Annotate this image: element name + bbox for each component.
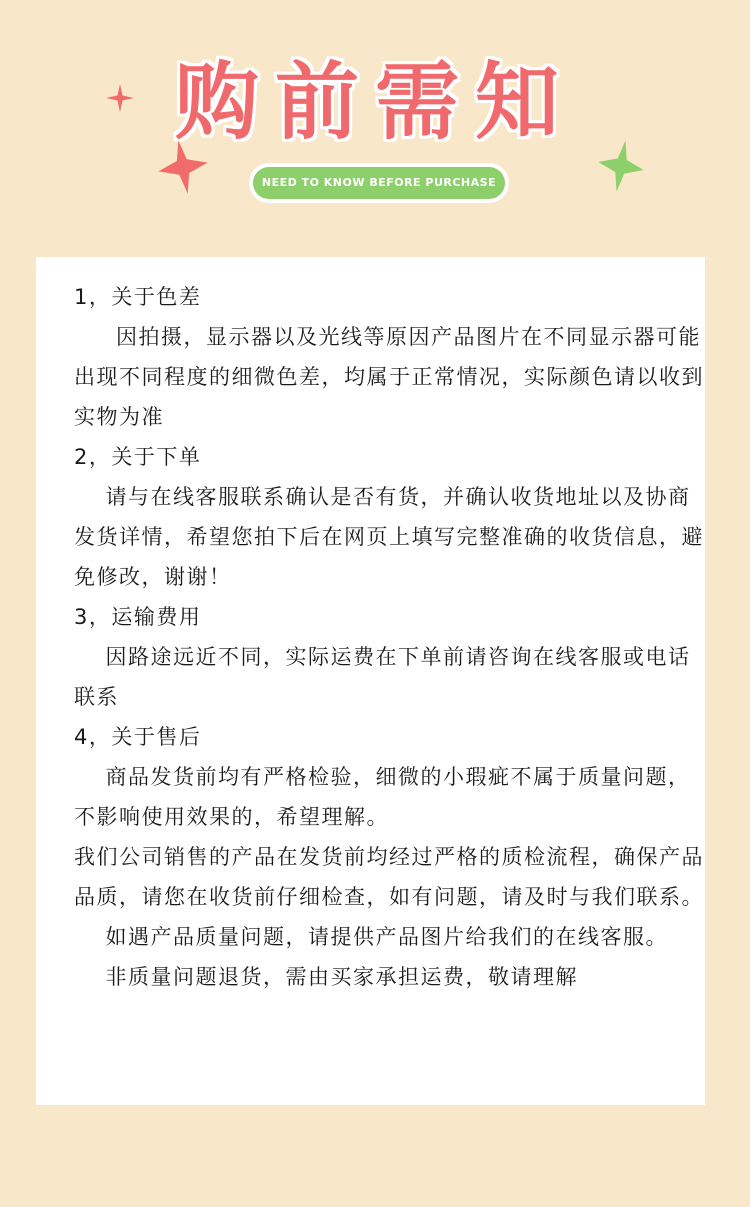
section-paragraph: 我们公司销售的产品在发货前均经过严格的质检流程，确保产品品质，请您在收货前仔细检查，如有问题，请及时与我们联系。 — [74, 845, 704, 909]
section-paragraph: 如遇产品质量问题，请提供产品图片给我们的在线客服。 — [105, 925, 668, 949]
notice-content — [74, 277, 709, 997]
section-paragraph: 商品发货前均有严格检验，细微的小瑕疵不属于质量问题，不影响使用效果的，希望理解。 — [74, 765, 691, 829]
section-paragraph: 因路途远近不同，实际运费在下单前请咨询在线客服或电话联系 — [74, 645, 691, 709]
section-paragraph: 因拍摄，显示器以及光线等原因产品图片在不同显示器可能出现不同程度的细微色差，均属于正常情况，实际颜色请以收到实物为准 — [74, 325, 704, 429]
notice-card — [36, 257, 705, 1105]
subtitle-badge — [249, 163, 509, 203]
section-heading-color-difference: 1，关于色差 — [74, 285, 202, 309]
section-paragraph: 请与在线客服联系确认是否有货，并确认收货地址以及协商发货详情，希望您拍下后在网页上填写完整准确的收货信息，避免修改，谢谢！ — [74, 485, 704, 589]
sparkle-small-red-icon — [106, 84, 134, 112]
page-title: 购前需知 — [174, 53, 575, 151]
section-paragraph: 非质量问题退货，需由买家承担运费，敬请理解 — [105, 965, 578, 989]
section-heading-after-sales: 4，关于售后 — [74, 725, 202, 749]
section-heading-shipping: 3，运输费用 — [74, 605, 202, 629]
sparkle-green-icon — [598, 140, 644, 192]
subtitle-text: NEED TO KNOW BEFORE PURCHASE — [253, 167, 505, 199]
section-heading-ordering: 2，关于下单 — [74, 445, 202, 469]
sparkle-large-red-icon — [158, 140, 208, 194]
